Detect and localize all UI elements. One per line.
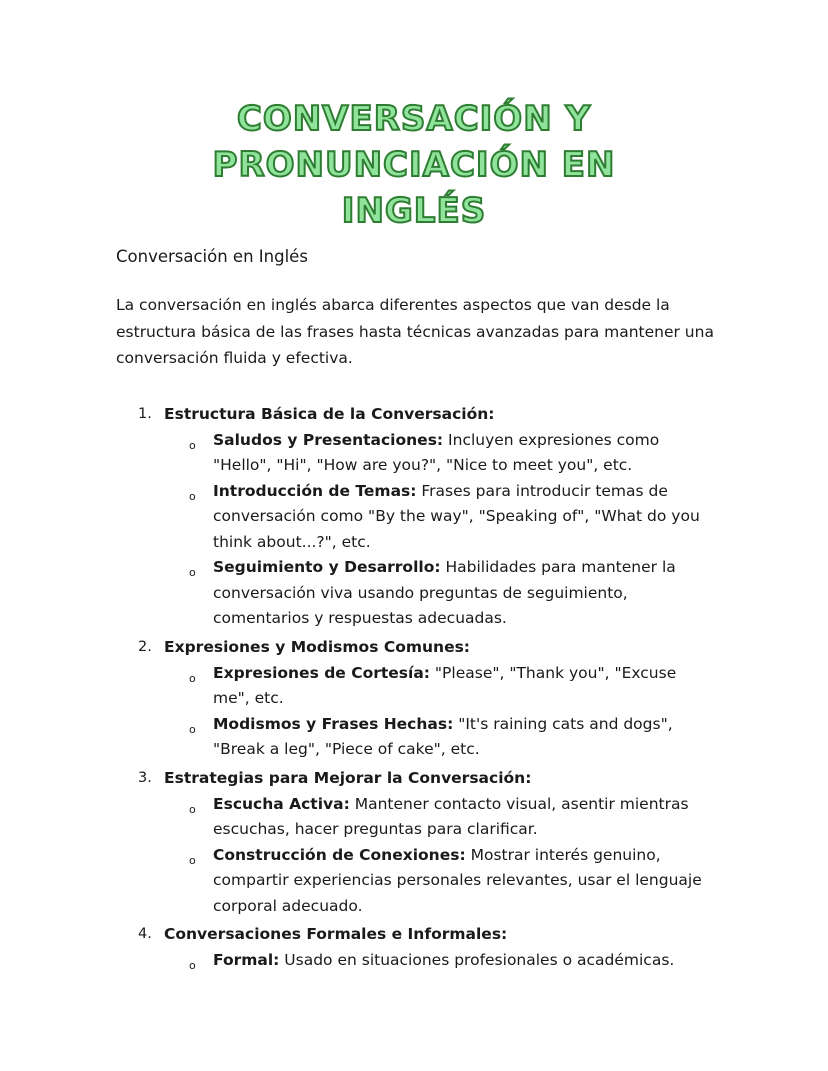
item-text: Mostrar interés genuino, compartir experiencias personales relevantes, usar el lenguaje corporal adecuado. (213, 845, 702, 915)
item-label: Seguimiento y Desarrollo: (213, 558, 441, 576)
section-title: Estrategias para Mejorar la Conversación: (164, 768, 532, 787)
section-title: Estructura Básica de la Conversación: (164, 404, 495, 423)
bullet-circle-icon: o (189, 566, 196, 579)
item-text: Incluyen expresiones como "Hello", "Hi", "How are you?", "Nice to meet you", etc. (213, 430, 660, 474)
list-item (164, 661, 716, 712)
bullet-list (164, 792, 716, 920)
item-label: Escucha Activa: (213, 794, 350, 813)
section-title: Expresiones y Modismos Comunes: (164, 637, 471, 656)
section-heading: Conversación en Inglés (116, 247, 308, 266)
bullet-circle-icon: o (189, 722, 196, 736)
bullet-circle-icon: o (189, 438, 196, 452)
bullet-circle-icon: o (189, 802, 196, 816)
item-text: "Please", "Thank you", "Excuse me", etc. (213, 663, 677, 707)
numbered-list (116, 402, 716, 974)
intro-paragraph: La conversación en inglés abarca diferentes aspectos que van desde la estructura básica de las frases hasta técnicas avanzadas para mantener una conversación fluida y efectiva. (116, 296, 714, 367)
list-item (164, 948, 716, 974)
section-number: 2. (138, 638, 152, 655)
title-line-2: PRONUNCIACIÓN EN (212, 145, 616, 185)
document-body (116, 244, 716, 977)
section-title: Conversaciones Formales e Informales: (164, 925, 508, 943)
bullet-circle-icon: o (189, 489, 196, 503)
item-text: Habilidades para mantener la conversación viva usando preguntas de seguimiento, comentarios y respuestas adecuadas. (213, 558, 676, 627)
list-item (164, 555, 716, 632)
bullet-list (164, 428, 716, 632)
item-label: Saludos y Presentaciones: (213, 430, 444, 449)
item-text: "It's raining cats and dogs", "Break a leg", "Piece of cake", etc. (213, 714, 673, 758)
item-label: Formal: (213, 951, 280, 969)
title-line-3: INGLÉS (341, 191, 487, 231)
item-text: Frases para introducir temas de conversación como "By the way", "Speaking of", "What do you think about...?", etc. (213, 481, 700, 551)
section-number: 1. (138, 405, 152, 422)
section-number: 3. (138, 769, 152, 786)
item-label: Introducción de Temas: (213, 481, 417, 500)
list-section-1 (116, 402, 716, 632)
list-item (164, 792, 716, 843)
list-item (164, 843, 716, 920)
section-number: 4. (138, 926, 152, 942)
list-section-2 (116, 635, 716, 763)
bullet-circle-icon: o (189, 853, 196, 867)
item-text: Mantener contacto visual, asentir mientras escuchas, hacer preguntas para clarificar. (213, 794, 689, 838)
list-item (164, 712, 716, 763)
bullet-circle-icon: o (189, 959, 196, 972)
list-section-3 (116, 766, 716, 920)
list-item (164, 428, 716, 479)
item-label: Construcción de Conexiones: (213, 845, 466, 864)
list-item (164, 479, 716, 556)
title-line-1: CONVERSACIÓN Y (236, 99, 592, 139)
document-title (0, 96, 828, 234)
list-section-4 (116, 922, 716, 974)
item-label: Expresiones de Cortesía: (213, 663, 430, 682)
bullet-list (164, 661, 716, 763)
item-text: Usado en situaciones profesionales o académicas. (279, 951, 675, 969)
bullet-circle-icon: o (189, 671, 196, 685)
bullet-list (164, 948, 716, 974)
item-label: Modismos y Frases Hechas: (213, 714, 454, 733)
